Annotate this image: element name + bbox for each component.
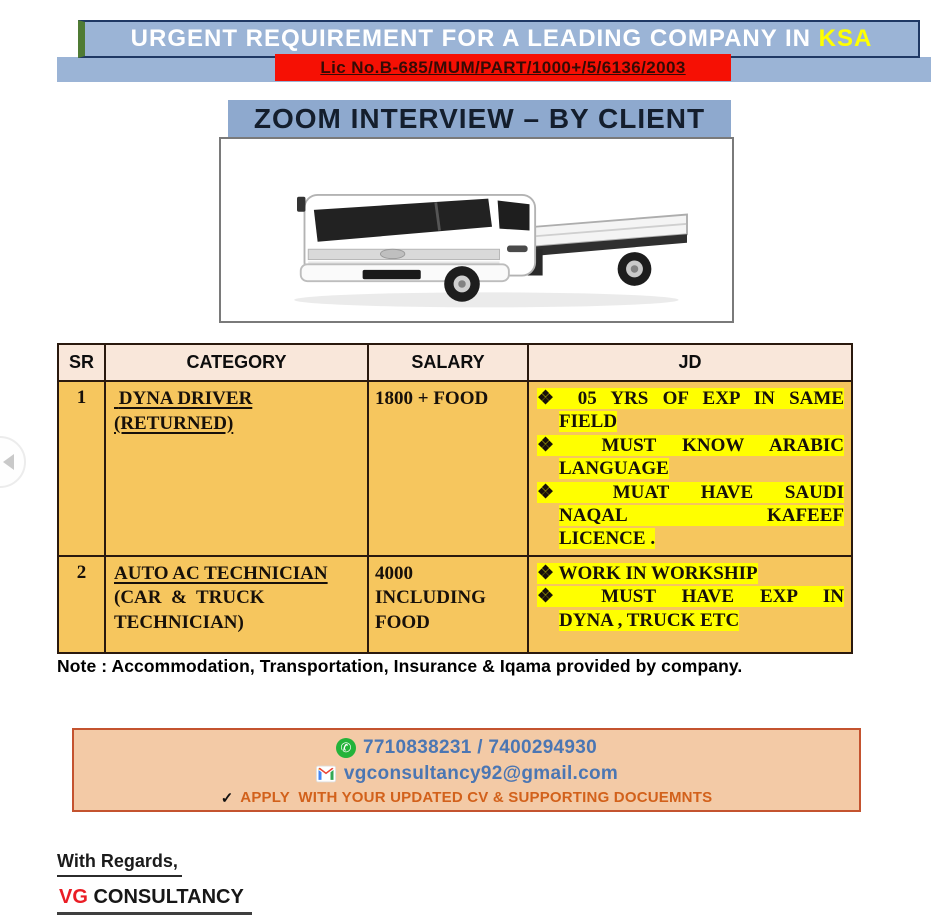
salary-line: INCLUDING — [375, 587, 486, 609]
header-title-ksa: KSA — [818, 25, 873, 52]
jd-highlighted-text-with-bullet: ❖ WORK IN WORKSHIP — [537, 562, 758, 584]
jd-highlighted-text-with-bullet: ❖ MUST HAVE EXP IN — [537, 586, 844, 608]
category-cell — [105, 381, 368, 556]
jd-cell — [528, 556, 852, 653]
column-header: CATEGORY — [105, 344, 368, 381]
whatsapp-icon: ✆ — [336, 738, 356, 758]
header-banner — [78, 20, 920, 58]
email-address: vgconsultancy92@gmail.com — [343, 763, 619, 784]
salary-line: 1800 + FOOD — [375, 388, 489, 409]
jd-line — [559, 457, 844, 480]
jd-line — [537, 387, 844, 410]
apply-instruction: APPLY WITH YOUR UPDATED CV & SUPPORTING DOCUEMNTS — [240, 789, 713, 806]
jd-highlighted-text-with-bullet: ❖ MUST KNOW ARABIC — [537, 434, 844, 456]
jd-highlighted-text: DYNA , TRUCK ETC — [559, 609, 740, 631]
table-header-row — [58, 344, 852, 381]
truck-image — [242, 163, 712, 313]
jd-line — [537, 562, 844, 585]
jd-highlighted-text: LANGUAGE — [559, 458, 669, 480]
jd-line — [559, 609, 844, 632]
truck-image-frame — [219, 137, 734, 323]
jd-line — [537, 481, 844, 504]
gmail-icon — [315, 764, 337, 784]
sr-cell: 1 — [58, 381, 105, 556]
jd-highlighted-text: FIELD — [559, 411, 618, 433]
column-header: SR — [58, 344, 105, 381]
jd-line — [537, 434, 844, 457]
table-row — [58, 381, 852, 556]
category-line: (CAR & TRUCK — [114, 587, 265, 609]
jd-line — [559, 504, 844, 527]
brand-name-vg: VG — [59, 886, 88, 908]
jd-highlighted-text: NAQAL KAFEEF — [559, 505, 844, 527]
phone-row — [74, 735, 859, 761]
header-title: URGENT REQUIREMENT FOR A LEADING COMPANY IN — [130, 25, 819, 52]
column-header: JD — [528, 344, 852, 381]
contact-box — [72, 728, 861, 812]
apply-row — [74, 787, 859, 808]
salary-line: FOOD — [375, 611, 430, 633]
table-row — [58, 556, 852, 653]
jd-highlighted-text-with-bullet: ❖ MUAT HAVE SAUDI — [537, 481, 844, 503]
category-line: TECHNICIAN) — [114, 611, 244, 633]
jd-line — [559, 527, 844, 550]
salary-cell — [368, 381, 528, 556]
sr-cell: 2 — [58, 556, 105, 653]
note-text: Note : Accommodation, Transportation, Insurance & Iqama provided by company. — [57, 656, 743, 676]
jd-line — [537, 585, 844, 608]
regards-text: With Regards, — [57, 851, 182, 877]
jd-highlighted-text-with-bullet: ❖ 05 YRS OF EXP IN SAME — [537, 388, 844, 409]
jd-cell — [528, 381, 852, 556]
phone-numbers: 7710838231 / 7400294930 — [362, 737, 598, 758]
email-row — [74, 761, 859, 787]
salary-cell — [368, 556, 528, 653]
column-header: SALARY — [368, 344, 528, 381]
jobs-table — [57, 343, 853, 654]
category-line: AUTO AC TECHNICIAN — [114, 562, 328, 584]
license-banner: Lic No.B-685/MUM/PART/1000+/5/6136/2003 — [275, 54, 731, 81]
jd-line — [559, 410, 844, 433]
carousel-prev-button[interactable] — [0, 436, 26, 488]
category-line: DYNA DRIVER — [114, 388, 253, 409]
left-triangle-icon — [3, 454, 14, 470]
check-icon: ✓ — [220, 789, 234, 807]
category-cell — [105, 556, 368, 653]
jd-highlighted-text: LICENCE . — [559, 528, 656, 550]
category-line: (RETURNED) — [114, 412, 234, 434]
brand-name-consultancy: CONSULTANCY — [87, 886, 244, 908]
salary-line: 4000 — [375, 562, 413, 584]
page-title: ZOOM INTERVIEW – BY CLIENT — [228, 100, 731, 137]
brand-name — [57, 886, 252, 915]
